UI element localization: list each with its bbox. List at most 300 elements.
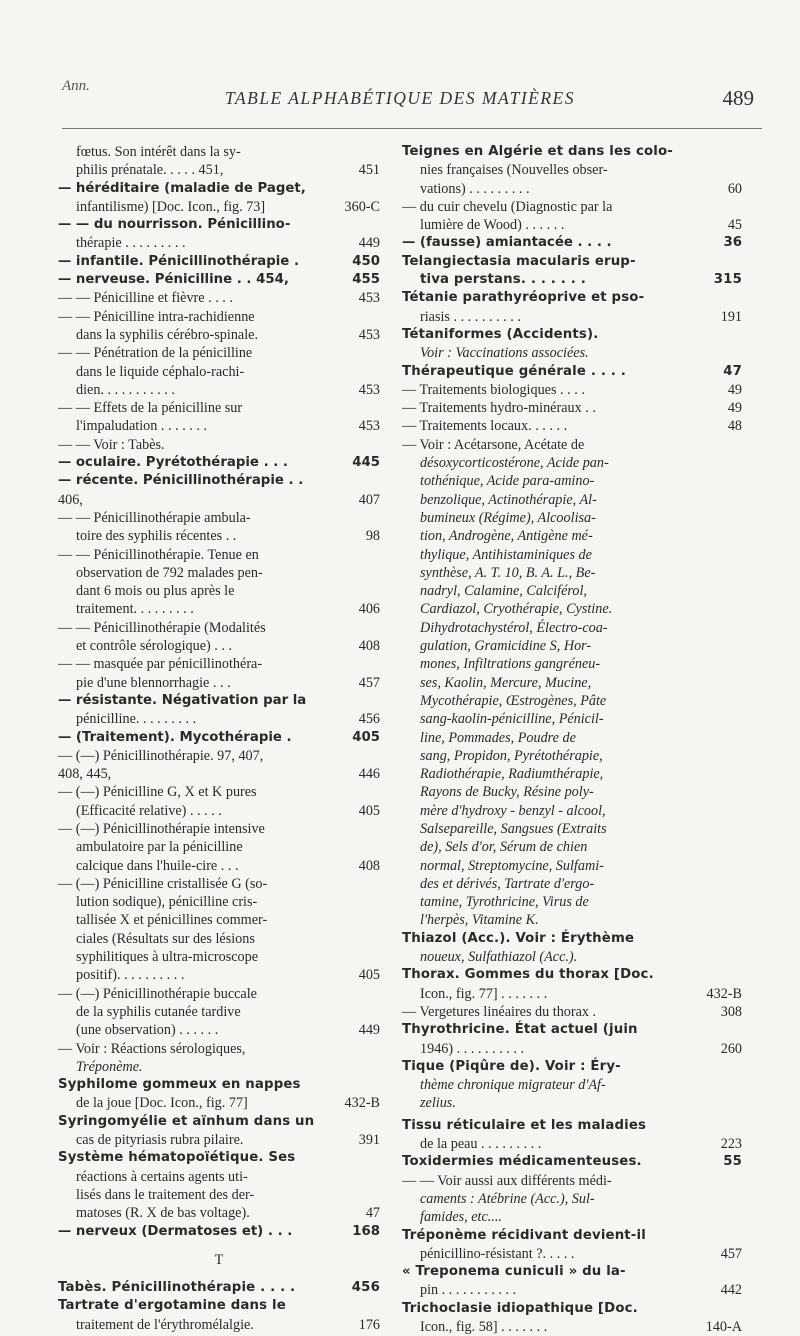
page-reference: 456 [358, 711, 380, 728]
page-reference: 36 [723, 235, 742, 251]
page-reference: 176 [358, 1316, 380, 1333]
index-entry-line [402, 344, 742, 362]
index-entry-line [58, 289, 380, 307]
index-entry-line [402, 692, 742, 710]
entry-text: sang, Propidon, Pyrétothérapie, [420, 747, 603, 764]
index-entry-line [58, 271, 380, 289]
entry-text: caments : Atébrine (Acc.), Sul- [420, 1190, 595, 1207]
index-entry-line [58, 509, 380, 527]
entry-text: — — Pénicillinothérapie (Modalités [58, 619, 266, 636]
entry-text: tiva perstans. . . . . . . [420, 272, 586, 288]
page-reference: 48 [727, 418, 742, 435]
index-entry-line [402, 1117, 742, 1135]
entry-text: infantilisme) [Doc. Icon., fig. 73] [76, 198, 266, 215]
entry-text: — (—) Pénicilline G, X et K pures [58, 784, 257, 801]
page-reference: 449 [358, 235, 380, 252]
entry-text: réactions à certains agents uti- [76, 1168, 248, 1185]
entry-text: — oculaire. Pyrétothérapie . . . [58, 455, 288, 471]
index-entry-line [58, 966, 380, 984]
page-reference: 446 [358, 766, 380, 783]
page-reference: 407 [358, 491, 380, 508]
index-entry-line [402, 1190, 742, 1208]
entry-text: — infantile. Pénicillinothérapie . [58, 253, 299, 269]
index-entry-line [402, 399, 742, 417]
index-entry-line [402, 509, 742, 527]
entry-text: traitement de l'érythromélalgie. [76, 1316, 254, 1333]
index-entry-line [58, 729, 380, 747]
page-reference: 453 [358, 381, 380, 398]
page-reference: 432-B [344, 1095, 380, 1112]
entry-text: tion, Androgène, Antigène mé- [420, 528, 593, 545]
index-entry-line [58, 1297, 380, 1315]
entry-text: gulation, Gramicidine S, Hor- [420, 638, 592, 655]
page-reference: 408 [358, 857, 380, 874]
entry-text: (Efficacité relative) . . . . . [76, 802, 222, 819]
index-entry-line [58, 655, 380, 673]
entry-text: toire des syphilis récentes . . [76, 528, 237, 545]
entry-text: — — du nourrisson. Pénicillino- [58, 217, 291, 233]
entry-text: de la peau . . . . . . . . . [420, 1136, 542, 1153]
entry-text: et contrôle sérologique) . . . [76, 638, 233, 655]
index-entry-line [58, 1021, 380, 1039]
index-entry-line [58, 948, 380, 966]
index-entry-line [402, 363, 742, 381]
index-entry-line [58, 674, 380, 692]
index-entry-line [402, 143, 742, 161]
index-entry-line [58, 363, 380, 381]
index-entry-line [402, 1021, 742, 1039]
page-reference: 453 [358, 290, 380, 307]
entry-text: traitement. . . . . . . . . [76, 601, 194, 618]
entry-text: — résistante. Négativation par la [58, 692, 307, 708]
index-entry-line [402, 546, 742, 564]
page-reference: 60 [727, 180, 742, 197]
index-entry-line [402, 289, 742, 307]
entry-text: synthèse, A. T. 10, B. A. L., Be- [420, 564, 596, 581]
index-entry-line [58, 198, 380, 216]
entry-text: Thiazol (Acc.). Voir : Érythème [402, 930, 635, 946]
entry-text: l'herpès, Vitamine K. [420, 912, 539, 929]
entry-text: vations) . . . . . . . . . [420, 180, 530, 197]
entry-text: (une observation) . . . . . . [76, 1022, 219, 1039]
index-entry-line [58, 893, 380, 911]
index-entry-line [402, 948, 742, 966]
entry-text: 1946) . . . . . . . . . . [420, 1040, 525, 1057]
entry-text: pin . . . . . . . . . . . [420, 1282, 517, 1299]
entry-text: noueux, Sulfathiazol (Acc.). [420, 949, 578, 966]
entry-text: Radiothérapie, Radiumthérapie, [420, 766, 604, 783]
entry-text: l'impaludation . . . . . . . [76, 418, 208, 435]
index-entry-line [58, 381, 380, 399]
entry-text: nies françaises (Nouvelles obser- [420, 162, 608, 179]
entry-text: Thorax. Gommes du thorax [Doc. [402, 967, 654, 983]
index-entry-line [58, 1251, 380, 1269]
entry-text: dans le liquide céphalo-rachi- [76, 363, 245, 380]
index-entry-line [402, 1227, 742, 1245]
page-reference: 450 [352, 253, 380, 269]
entry-text: — Traitements biologiques . . . . [402, 381, 585, 398]
page-reference: 457 [720, 1245, 742, 1262]
entry-text: Teignes en Algérie et dans les colo- [402, 144, 673, 159]
entry-text: — Voir : Acétarsone, Acétate de [402, 436, 585, 453]
index-entry-line [402, 180, 742, 198]
entry-text: — nerveuse. Pénicilline . . 454, [58, 272, 289, 288]
entry-text: Telangiectasia macularis erup- [402, 253, 636, 269]
page-reference: 47 [365, 1205, 380, 1222]
entry-text: bumineux (Régime), Alcoolisa- [420, 509, 596, 526]
index-entry-line [402, 710, 742, 728]
index-entry-line [402, 619, 742, 637]
index-entry-line [58, 930, 380, 948]
entry-text: dant 6 mois ou plus après le [76, 583, 235, 600]
entry-text: — (Traitement). Mycothérapie . [58, 729, 292, 745]
index-entry-line [58, 1204, 380, 1222]
entry-text: « Treponema cuniculi » du la- [402, 1264, 626, 1280]
entry-text: — — Effets de la pénicilline sur [58, 400, 243, 417]
page-reference: 45 [727, 217, 742, 234]
page-reference: 405 [352, 729, 380, 745]
entry-text: syphilitiques à ultra-microscope [76, 949, 259, 966]
entry-text: pie d'une blennorrhagie . . . [76, 674, 231, 691]
entry-text: Tabès. Pénicillinothérapie . . . . [58, 1280, 296, 1296]
index-entry-line [402, 1281, 742, 1299]
index-entry-line [402, 985, 742, 1003]
index-entry-line [58, 546, 380, 564]
index-entry-line [58, 143, 380, 161]
index-entry-line [58, 399, 380, 417]
index-entry-line [58, 911, 380, 929]
entry-text: famides, etc.... [420, 1209, 502, 1226]
entry-text: observation de 792 malades pen- [76, 564, 263, 581]
index-entry-line [402, 637, 742, 655]
entry-text: normal, Streptomycine, Sulfami- [420, 857, 604, 874]
index-entry-line [402, 1135, 742, 1153]
index-entry-line [402, 582, 742, 600]
corner-note: Ann. [62, 78, 90, 94]
entry-text: tallisée X et pénicillines commer- [76, 912, 268, 929]
index-entry-line [58, 1316, 380, 1334]
index-entry-line [58, 985, 380, 1003]
index-entry-line [58, 454, 380, 472]
index-entry-line [58, 710, 380, 728]
running-title: TABLE ALPHABÉTIQUE DES MATIÈRES [225, 88, 575, 108]
entry-text: thème chronique migrateur d'Af- [420, 1077, 606, 1094]
entry-text: désoxycorticostérone, Acide pan- [420, 455, 609, 472]
index-entry-line [402, 454, 742, 472]
entry-text: ambulatoire par la pénicilline [76, 839, 243, 856]
index-entry-line [402, 893, 742, 911]
index-entry-line [58, 802, 380, 820]
index-entry-line [58, 1279, 380, 1297]
entry-text: pénicillino-résistant ?. . . . . [420, 1245, 575, 1262]
index-entry-line [58, 326, 380, 344]
entry-text: — (fausse) amiantacée . . . . [402, 235, 612, 251]
index-entry-line [58, 1094, 380, 1112]
index-entry-line [58, 838, 380, 856]
index-entry-line [58, 1040, 380, 1058]
entry-text: line, Pommades, Poudre de [420, 729, 576, 746]
entry-text: matoses (R. X de bas voltage). [76, 1205, 250, 1222]
entry-text: dien. . . . . . . . . . . [76, 381, 175, 398]
page-reference: 315 [713, 272, 742, 288]
index-entry-line [402, 857, 742, 875]
index-entry-line [402, 783, 742, 801]
page-reference: 191 [720, 308, 742, 325]
entry-text: — — Pénicillinothérapie ambula- [58, 509, 251, 526]
index-entry-line [402, 308, 742, 326]
entry-text: — — Pénicilline intra-rachidienne [58, 308, 255, 325]
index-entry-line [402, 875, 742, 893]
index-entry-line [402, 381, 742, 399]
entry-text: philis prénatale. . . . . 451, [76, 162, 224, 179]
entry-text: Tréponème. [76, 1058, 143, 1075]
entry-text: calcique dans l'huile-cire . . . [76, 857, 239, 874]
index-entry-line [402, 1245, 742, 1263]
index-entry-line [58, 582, 380, 600]
index-entry-line [58, 1003, 380, 1021]
index-entry-line [58, 637, 380, 655]
entry-text: Tétaniformes (Accidents). [402, 326, 599, 342]
entry-text: Tréponème récidivant devient-il [402, 1227, 646, 1243]
header-rule [62, 128, 762, 129]
index-entry-line [58, 344, 380, 362]
entry-text: 408, 445, [58, 766, 112, 783]
index-entry-line [402, 747, 742, 765]
index-entry-line [58, 765, 380, 783]
entry-text: tamine, Tyrothricine, Virus de [420, 894, 589, 911]
page-reference: 455 [352, 272, 380, 288]
index-entry-line [58, 253, 380, 271]
entry-text: — (—) Pénicilline cristallisée G (so- [58, 875, 268, 892]
entry-text: nadryl, Calamine, Calciférol, [420, 583, 587, 600]
index-entry-line [58, 692, 380, 710]
index-entry-line [58, 472, 380, 490]
index-entry-line [402, 1094, 742, 1112]
page-reference: 360-C [344, 198, 380, 215]
index-entry-line [402, 1003, 742, 1021]
page-reference: 98 [365, 528, 380, 545]
entry-text: pénicilline. . . . . . . . . [76, 711, 197, 728]
index-entry-line [402, 326, 742, 344]
entry-text: Dihydrotachystérol, Électro-coa- [420, 619, 608, 636]
index-entry-line [58, 161, 380, 179]
entry-text: — (—) Pénicillinothérapie buccale [58, 985, 257, 1002]
entry-text: 406, [58, 491, 83, 508]
entry-text: — héréditaire (maladie de Paget, [58, 180, 306, 196]
entry-text: ses, Kaolin, Mercure, Mucine, [420, 674, 592, 691]
entry-text: mones, Infiltrations gangréneu- [420, 656, 601, 673]
page-reference: 223 [720, 1136, 742, 1153]
entry-text: de), Sels d'or, Sérum de chien [420, 839, 588, 856]
page-reference: 453 [358, 326, 380, 343]
entry-text: Tartrate d'ergotamine dans le [58, 1298, 286, 1314]
entry-text: — — Pénétration de la pénicilline [58, 345, 253, 362]
index-entry-line [402, 966, 742, 984]
index-entry-line [402, 1058, 742, 1076]
entry-text: Tique (Piqûre de). Voir : Éry- [402, 1058, 621, 1074]
left-index-column [58, 143, 380, 1334]
entry-text: sang-kaolin-pénicilline, Pénicil- [420, 711, 604, 728]
entry-text: Trichoclasie idiopathique [Doc. [402, 1300, 638, 1316]
entry-text: de la joue [Doc. Icon., fig. 77] [76, 1095, 248, 1112]
entry-text: Salsepareille, Sangsues (Extraits [420, 820, 607, 837]
entry-text: — — Voir aussi aux différents médi- [402, 1172, 612, 1189]
page-reference: 391 [358, 1132, 380, 1149]
entry-text: — nerveux (Dermatoses et) . . . [58, 1223, 293, 1239]
entry-text: — Traitements locaux. . . . . . [402, 418, 568, 435]
entry-text: — Traitements hydro-minéraux . . [402, 400, 596, 417]
entry-text: T [214, 1251, 224, 1268]
index-entry-line [402, 234, 742, 252]
index-entry-line [402, 820, 742, 838]
entry-text: — Voir : Réactions sérologiques, [58, 1040, 246, 1057]
index-entry-line [402, 1153, 742, 1171]
page-reference: 451 [358, 162, 380, 179]
index-entry-line [402, 491, 742, 509]
index-entry-line [58, 180, 380, 198]
index-entry-line [402, 729, 742, 747]
page-number: 489 [722, 86, 754, 110]
index-entry-line [402, 271, 742, 289]
index-entry-line [402, 1076, 742, 1094]
index-entry-line [402, 1263, 742, 1281]
index-entry-line [402, 1208, 742, 1226]
page-reference: 55 [723, 1154, 742, 1170]
page-reference: 140-A [705, 1319, 742, 1335]
entry-text: Cardiazol, Cryothérapie, Cystine. [420, 601, 613, 618]
index-entry-line [402, 1318, 742, 1336]
index-entry-line [58, 308, 380, 326]
entry-text: lution sodique), pénicilline cris- [76, 894, 258, 911]
index-entry-line [402, 161, 742, 179]
entry-text: — — Pénicillinothérapie. Tenue en [58, 546, 259, 563]
index-entry-line [402, 911, 742, 929]
entry-text: — — Pénicilline et fièvre . . . . [58, 290, 233, 307]
page-reference: 442 [720, 1282, 742, 1299]
entry-text: Tétanie parathyréoprive et pso- [402, 290, 645, 306]
index-entry-line [58, 1168, 380, 1186]
entry-text: Mycothérapie, Œstrogènes, Pâte [420, 692, 607, 709]
index-entry-line [402, 417, 742, 435]
entry-text: positif). . . . . . . . . . [76, 967, 185, 984]
index-entry-line [58, 783, 380, 801]
index-entry-line [402, 216, 742, 234]
entry-text: — — masquée par pénicillinothéra- [58, 656, 263, 673]
index-entry-line [402, 564, 742, 582]
entry-text: Thyrothricine. État actuel (juin [402, 1022, 638, 1038]
entry-text: lumière de Wood) . . . . . . [420, 217, 565, 234]
page-reference: 406 [358, 601, 380, 618]
index-entry-line [58, 1223, 380, 1241]
entry-text: — — Voir : Tabès. [58, 436, 165, 453]
page-reference: 432-B [706, 985, 742, 1002]
page-reference: 445 [352, 455, 380, 471]
index-entry-line [58, 527, 380, 545]
index-entry-line [402, 527, 742, 545]
entry-text: Toxidermies médicamenteuses. [402, 1154, 642, 1170]
entry-text: benzolique, Actinothérapie, Al- [420, 491, 597, 508]
index-entry-line [402, 253, 742, 271]
entry-text: dans la syphilis cérébro-spinale. [76, 326, 259, 343]
index-entry-line [58, 1058, 380, 1076]
entry-text: — (—) Pénicillinothérapie intensive [58, 820, 265, 837]
entry-text: Système hématopoïétique. Ses [58, 1150, 296, 1166]
index-entry-line [58, 417, 380, 435]
index-entry-line [402, 838, 742, 856]
page-reference: 457 [358, 674, 380, 691]
entry-text: thylique, Antihistaminiques de [420, 546, 592, 563]
index-entry-line [402, 472, 742, 490]
entry-text: lisés dans le traitement des der- [76, 1186, 255, 1203]
page-reference: 308 [720, 1003, 742, 1020]
page-reference: 168 [352, 1223, 380, 1239]
index-entry-line [402, 802, 742, 820]
index-entry-line [58, 216, 380, 234]
page-reference: 405 [358, 802, 380, 819]
page-reference: 260 [720, 1040, 742, 1057]
index-entry-line [58, 619, 380, 637]
index-entry-line [58, 234, 380, 252]
entry-text: Icon., fig. 58] . . . . . . . [420, 1319, 548, 1335]
index-entry-line [58, 875, 380, 893]
index-entry-line [58, 1076, 380, 1094]
index-entry-line [58, 1149, 380, 1167]
page-reference: 449 [358, 1022, 380, 1039]
entry-text: Thérapeutique générale . . . . [402, 363, 626, 379]
page-reference: 47 [723, 363, 742, 379]
index-entry-line [58, 747, 380, 765]
index-entry-line [58, 564, 380, 582]
entry-text: fœtus. Son intérêt dans la sy- [76, 144, 241, 160]
index-entry-line [58, 1113, 380, 1131]
index-entry-line [402, 655, 742, 673]
right-index-column [402, 143, 742, 1336]
index-entry-line [402, 674, 742, 692]
entry-text: tothénique, Acide para-amino- [420, 473, 595, 490]
index-entry-line [58, 820, 380, 838]
entry-text: zelius. [420, 1095, 456, 1112]
entry-text: cas de pityriasis rubra pilaire. [76, 1132, 244, 1149]
index-entry-line [402, 198, 742, 216]
index-entry-line [402, 1172, 742, 1190]
entry-text: des et dérivés, Tartrate d'ergo- [420, 875, 595, 892]
index-entry-line [58, 1131, 380, 1149]
index-entry-line [402, 765, 742, 783]
entry-text: — Vergetures linéaires du thorax . [402, 1003, 597, 1020]
index-entry-line [402, 600, 742, 618]
entry-text: — récente. Pénicillinothérapie . . [58, 473, 304, 489]
entry-text: riasis . . . . . . . . . . [420, 308, 521, 325]
entry-text: — (—) Pénicillinothérapie. 97, 407, [58, 747, 264, 764]
page-reference: 453 [358, 418, 380, 435]
entry-text: mère d'hydroxy - benzyl - alcool, [420, 802, 606, 819]
index-entry-line [402, 436, 742, 454]
entry-text: Icon., fig. 77] . . . . . . . [420, 985, 548, 1002]
entry-text: Voir : Vaccinations associées. [420, 345, 589, 362]
page-reference: 405 [358, 967, 380, 984]
page-reference: 49 [727, 381, 742, 398]
entry-text: thérapie . . . . . . . . . [76, 235, 186, 252]
index-entry-line [58, 857, 380, 875]
entry-text: de la syphilis cutanée tardive [76, 1003, 241, 1020]
entry-text: Rayons de Bucky, Résine poly- [420, 784, 594, 801]
entry-text: Tissu réticulaire et les maladies [402, 1117, 647, 1133]
page-reference: 456 [351, 1280, 380, 1296]
entry-text: — du cuir chevelu (Diagnostic par la [402, 198, 613, 215]
entry-text: ciales (Résultats sur des lésions [76, 930, 255, 947]
index-entry-line [402, 930, 742, 948]
page-reference: 49 [727, 400, 742, 417]
